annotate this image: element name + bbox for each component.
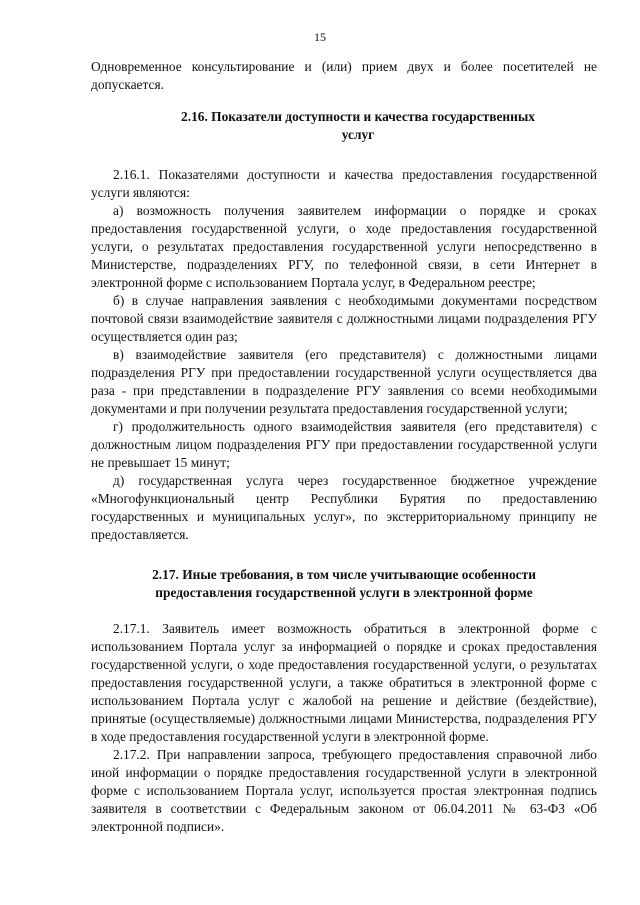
section-2-17-heading: [91, 566, 597, 602]
section-2-16-heading-line2: услуг: [341, 127, 375, 142]
section-2-17-heading-line1: 2.17. Иные требования, в том числе учитывающие особенности: [152, 567, 536, 582]
paragraph-2-17-2: 2.17.2. При направлении запроса, требующего предоставления справочной либо иной информации о порядке предоставления государственной услуги в электронной форме с использованием Портала услуг, используется простая электронная подпись заявителя в соответствии с Федеральным законом от 06.04.2011 № 63-ФЗ «Об электронной подписи».: [91, 747, 597, 834]
list-item-a: а) возможность получения заявителем информации о порядке и сроках предоставления государственной услуги, о ходе предоставления государственной услуги, о результатах предоставления государственной услуги непосредственно в Министерстве, подразделениях РГУ, по телефонной связи, в сети Интернет в электронной форме с использованием Портала услуг, в Федеральном реестре;: [91, 203, 597, 290]
intro-paragraph: Одновременное консультирование и (или) прием двух и более посетителей не допускается.: [91, 59, 597, 92]
document-body: [91, 58, 597, 836]
section-2-16-heading-line1: 2.16. Показатели доступности и качества государственных: [181, 109, 535, 124]
section-2-17-heading-line2: предоставления государственной услуги в электронной форме: [155, 585, 533, 600]
list-item-g: г) продолжительность одного взаимодействия заявителя (его представителя) с должностным лицом подразделения РГУ при предоставлении государственной услуги не превышает 15 минут;: [91, 419, 597, 470]
list-item-d: д) государственная услуга через государственное бюджетное учреждение «Многофункциональный центр Республики Бурятия по предоставлению государственных и муниципальных услуг», по экстерриториальному принципу не предоставляется.: [91, 473, 597, 542]
list-item-v: в) взаимодействие заявителя (его представителя) с должностными лицами подразделения РГУ при предоставлении государственной услуги осуществляется два раза - при представлении в подразделение РГУ заявления со всеми необходимыми документами и при получении результата предоставления государственной услуги;: [91, 347, 597, 416]
page-number: 15: [314, 30, 326, 44]
list-item-b: б) в случае направления заявления с необходимыми документами посредством почтовой связи взаимодействие заявителя с должностными лицами подразделения РГУ осуществляется один раз;: [91, 293, 597, 344]
section-2-16-heading: [91, 108, 597, 144]
paragraph-2-17-1: 2.17.1. Заявитель имеет возможность обратиться в электронной форме с использованием Портала услуг за информацией о порядке и сроках предоставления государственной услуги, о ходе предоставления государственной услуги, о результатах предоставления государственной услуги, а также обратиться в электронной форме с использованием Портала услуг с жалобой на решение и действие (бездействие), принятые (осуществляемые) должностными лицами Министерства, подразделения РГУ в ходе предоставления государственной услуги в электронной форме.: [91, 621, 597, 744]
paragraph-2-16-1: 2.16.1. Показателями доступности и качества предоставления государственной услуги являются:: [91, 167, 597, 200]
